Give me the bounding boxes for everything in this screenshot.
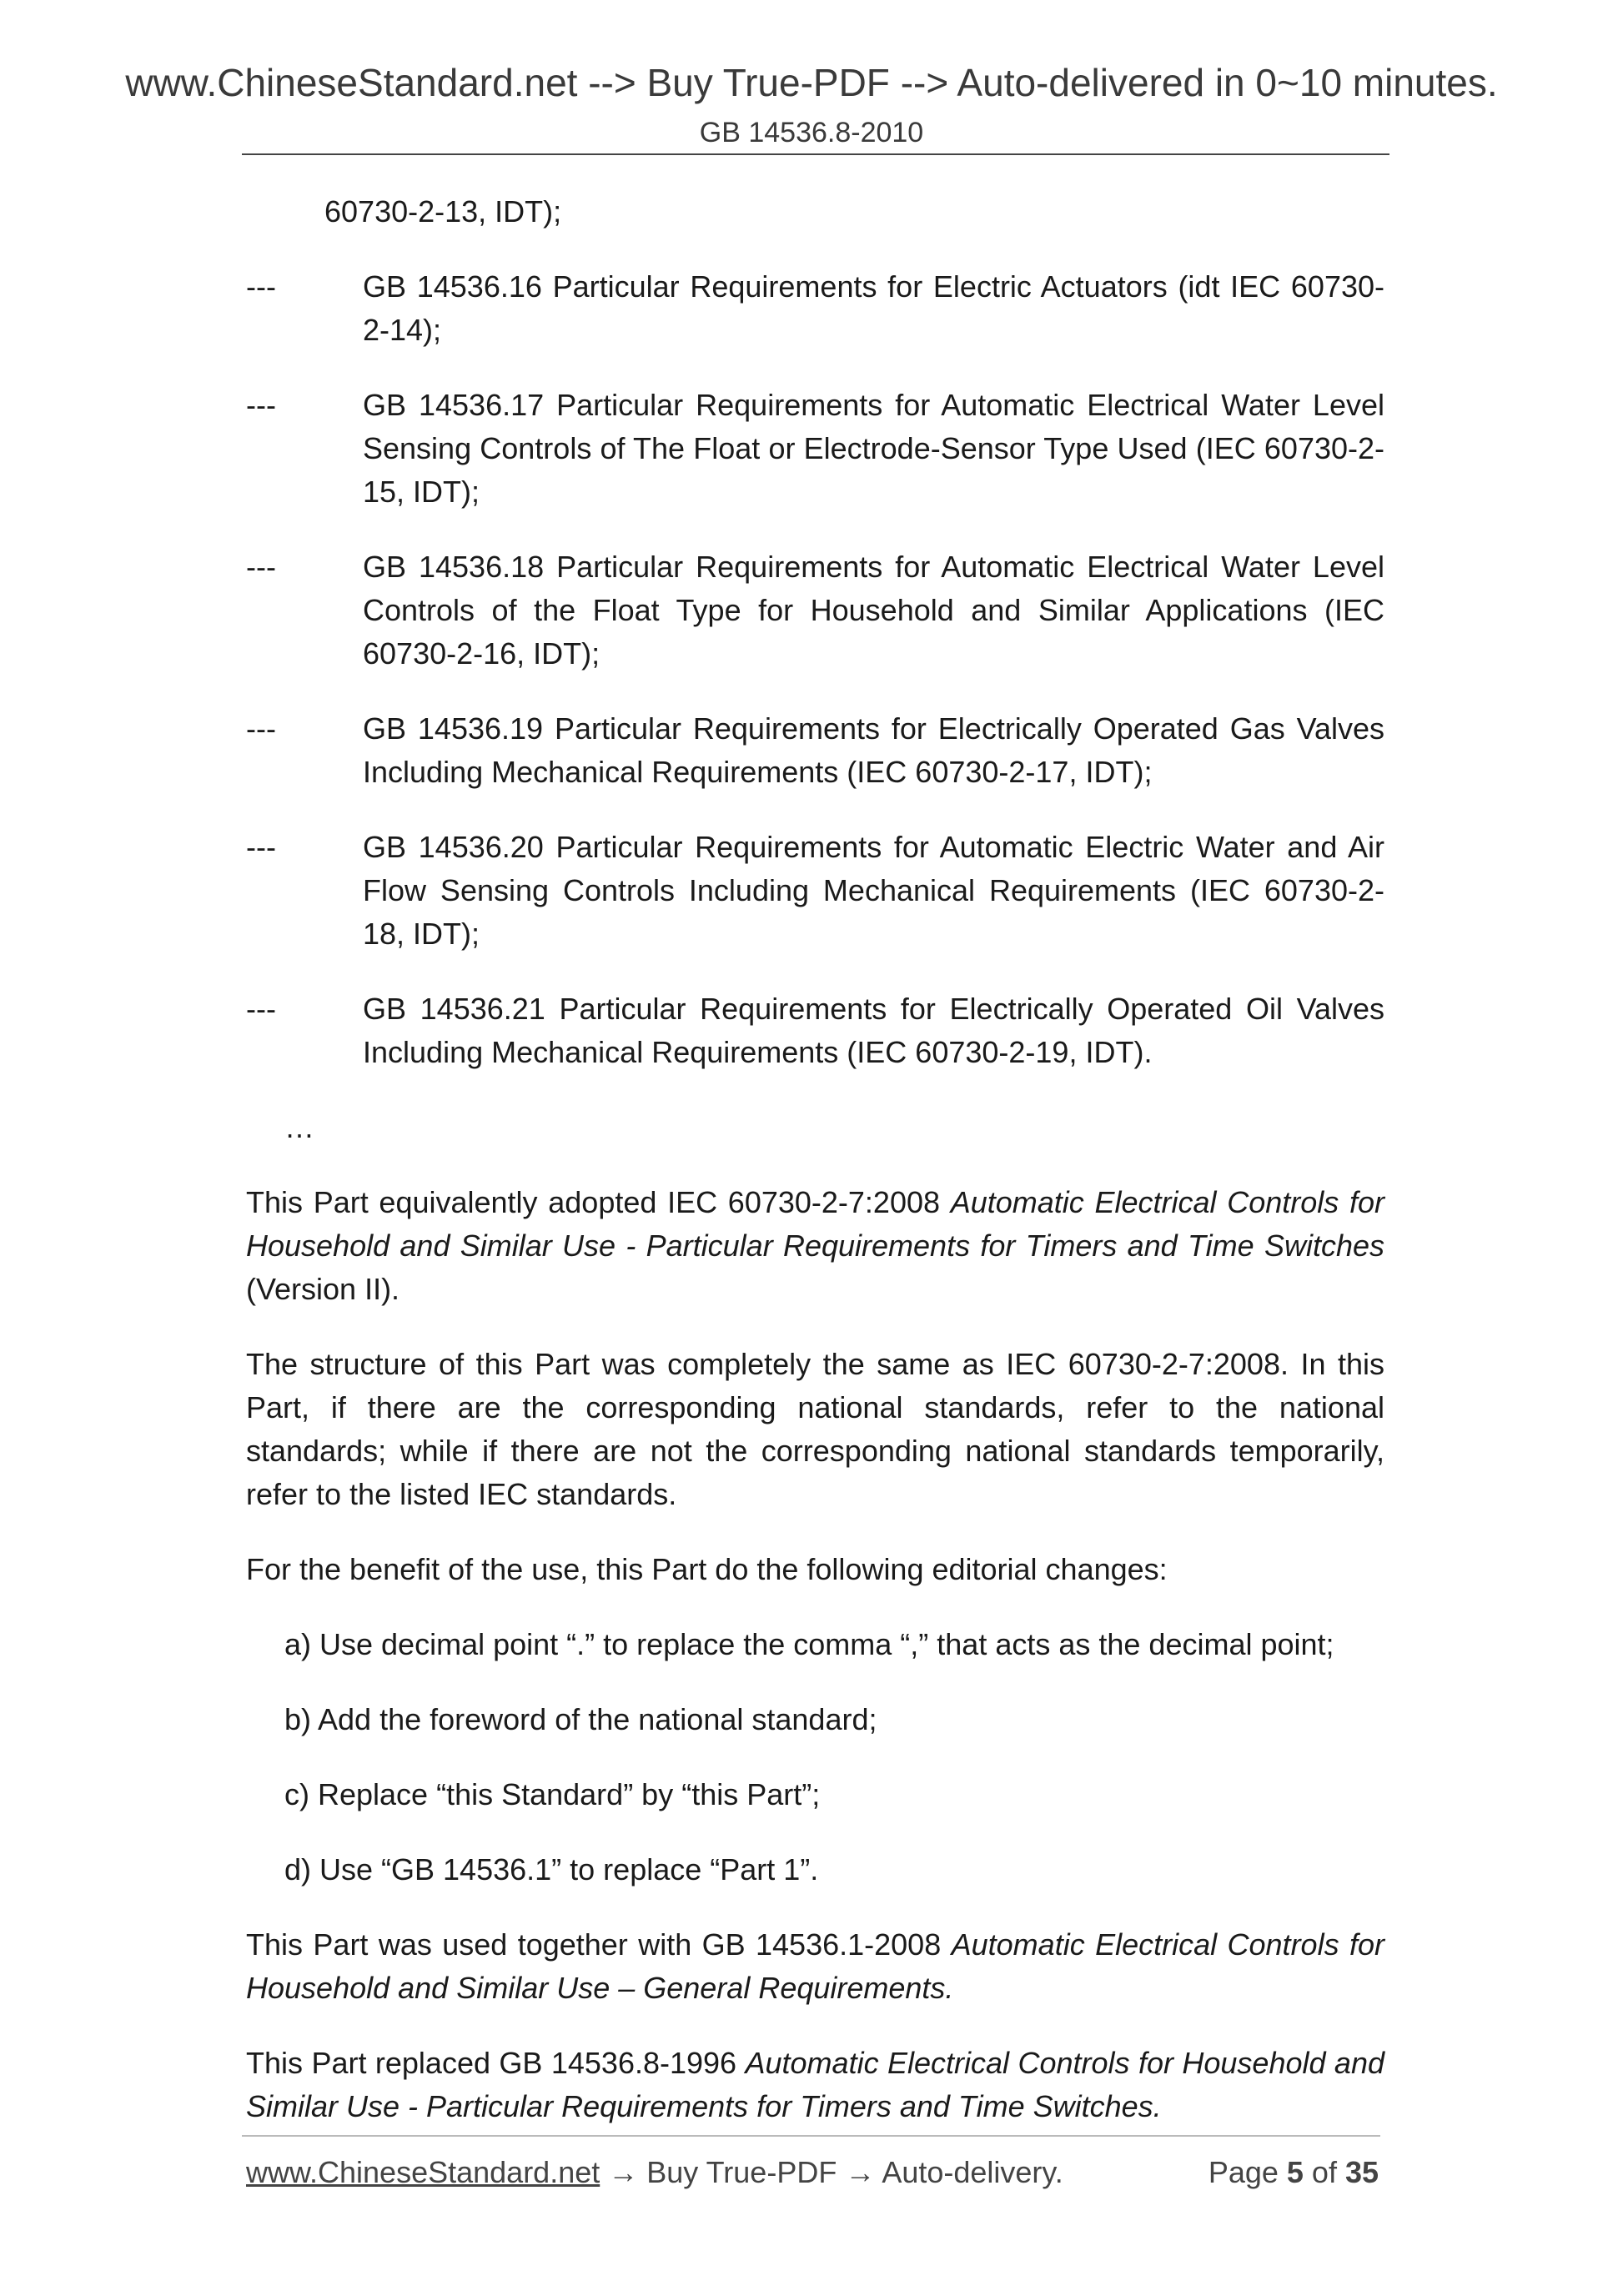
header-banner: www.ChineseStandard.net --> Buy True-PDF --> Auto-delivered in 0~10 minutes. (125, 61, 1498, 104)
adoption-paragraph (246, 1181, 1384, 1311)
editorial-item: c) Replace “this Standard” by “this Part”; (284, 1777, 821, 1811)
list-dash: --- (246, 711, 276, 746)
list-item-text: GB 14536.19 Particular Requirements for Electrically Operated Gas Valves Including Mechanical Requirements (IEC 60730-2-17, IDT); (363, 711, 1384, 789)
list-item-text: GB 14536.17 Particular Requirements for Automatic Electrical Water Level Sensing Controls of The Float or Electrode-Sensor Type Used (IEC 60730-2-15, IDT); (363, 388, 1384, 509)
editorial-intro: For the benefit of the use, this Part do the following editorial changes: (246, 1552, 1168, 1586)
adoption-title: Automatic Electrical Controls for Household and Similar Use - Particular Requirements for Timers and Time Switches (246, 1185, 1384, 1263)
replaced-prefix: This Part replaced GB 14536.8-1996 (246, 2046, 746, 2080)
document-body (246, 190, 1384, 2160)
page-current: 5 (1286, 2155, 1304, 2189)
adoption-prefix: This Part equivalently adopted IEC 60730-2-7:2008 (246, 1185, 951, 1219)
list-dash: --- (246, 269, 276, 304)
footer-tail: → Buy True-PDF → Auto-delivery. (600, 2155, 1063, 2189)
list-item (246, 545, 1384, 676)
replaced-paragraph (246, 2042, 1384, 2128)
list-dash: --- (246, 830, 276, 864)
page-total: 35 (1344, 2155, 1379, 2189)
structure-paragraph: The structure of this Part was completely the same as IEC 60730-2-7:2008. In this Part, if there are the corresponding national standards, refer to the national standards; while if there are not the corresponding national standards temporarily, refer to the listed IEC standards. (246, 1347, 1384, 1511)
list-item (246, 987, 1384, 1074)
standard-number: GB 14536.8-2010 (699, 117, 924, 148)
ellipsis: … (284, 1110, 314, 1144)
list-item (246, 707, 1384, 794)
list-item-text: GB 14536.20 Particular Requirements for Automatic Electric Water and Air Flow Sensing Controls Including Mechanical Requirements (IEC 60730-2-18, IDT); (363, 830, 1384, 951)
list-dash: --- (246, 388, 276, 422)
list-item-text: GB 14536.18 Particular Requirements for Automatic Electrical Water Level Controls of the Float Type for Household and Similar Applications (IEC 60730-2-16, IDT); (363, 550, 1384, 671)
footer-divider (242, 2135, 1380, 2137)
list-item (246, 265, 1384, 352)
adoption-suffix: (Version II). (246, 1272, 400, 1306)
replaced-title: Automatic Electrical Controls for Household and Similar Use - Particular Requirements for Timers and Time Switches. (246, 2046, 1384, 2123)
list-item-text: GB 14536.21 Particular Requirements for Electrically Operated Oil Valves Including Mechanical Requirements (IEC 60730-2-19, IDT). (363, 992, 1384, 1069)
list-dash: --- (246, 550, 276, 584)
page-indicator (1208, 2155, 1379, 2190)
footer-link[interactable]: www.ChineseStandard.net (246, 2155, 600, 2189)
page-label: Page (1208, 2155, 1287, 2189)
editorial-item: d) Use “GB 14536.1” to replace “Part 1”. (284, 1852, 819, 1887)
list-item (246, 826, 1384, 956)
used-with-title: Automatic Electrical Controls for Household and Similar Use – General Requirements. (246, 1927, 1384, 2005)
page-of: of (1303, 2155, 1345, 2189)
list-item (246, 384, 1384, 514)
editorial-item: a) Use decimal point “.” to replace the comma “,” that acts as the decimal point; (284, 1627, 1334, 1661)
footer-note (246, 2155, 1063, 2190)
list-dash: --- (246, 992, 276, 1026)
used-with-paragraph (246, 1923, 1384, 2010)
header-divider (242, 153, 1389, 155)
editorial-item: b) Add the foreword of the national standard; (284, 1702, 877, 1736)
used-with-prefix: This Part was used together with GB 14536.1-2008 (246, 1927, 952, 1962)
list-item-text: GB 14536.16 Particular Requirements for Electric Actuators (idt IEC 60730-2-14); (363, 269, 1384, 347)
continuation-text: 60730-2-13, IDT); (324, 194, 562, 229)
